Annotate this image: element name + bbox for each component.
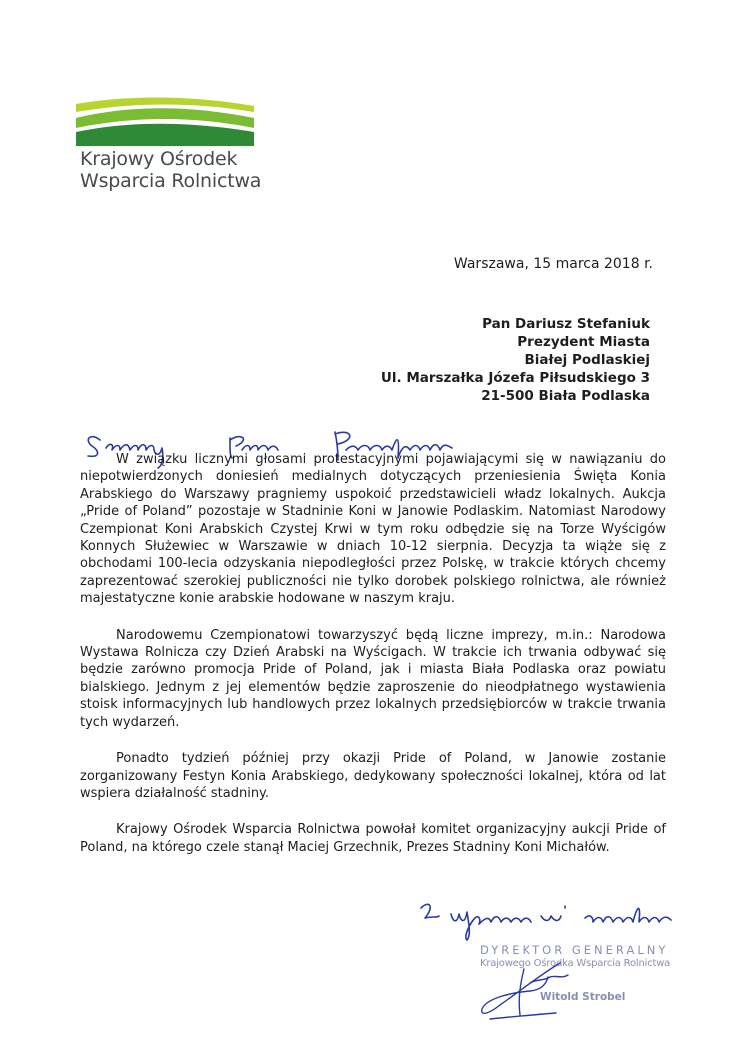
- recipient-name: Pan Dariusz Stefaniuk: [482, 316, 650, 332]
- recipient-street: Ul. Marszałka Józefa Piłsudskiego 3: [380, 370, 650, 386]
- handwritten-closing: [415, 892, 715, 942]
- body-paragraph-3: Ponadto tydzień później przy okazji Pride of Poland, w Janowie zostanie zorganizowany Festyn Konia Arabskiego, dedykowany społeczności lokalnej, która od lat wspiera działalność stadniny.: [80, 751, 666, 801]
- recipient-title: Prezydent Miasta: [517, 334, 650, 350]
- letter-date: Warszawa, 15 marca 2018 r.: [453, 256, 653, 272]
- logo-waves-icon: [74, 96, 264, 148]
- stamp-name: Witold Strobel: [540, 991, 626, 1003]
- recipient-city-title: Białej Podlaskiej: [524, 352, 650, 368]
- stamp-title: DYREKTOR GENERALNY: [480, 943, 669, 957]
- recipient-postcode: 21-500 Biała Podlaska: [481, 388, 650, 404]
- logo-wordmark: [80, 148, 261, 192]
- stamp-subtitle: Krajowego Ośrodka Wsparcia Rolnictwa: [480, 958, 671, 969]
- letter-body: [80, 451, 666, 875]
- body-paragraph-2: Narodowemu Czempionatowi towarzyszyć będą liczne imprezy, m.in.: Narodowa Wystawa Rolnicza czy Dzień Arabski na Wyścigach. W trakcie ich trwania odbywać się będzie zarówno promocja Pride of Poland, jak i miasta Biała Podlaska oraz powiatu bialskiego. Jednym z jej elementów będzie zaproszenie do nieodpłatnego wystawienia stoisk informacyjnych lub handlowych przez lokalnych przedsiębiorców w trakcie trwania tych wydarzeń.: [80, 627, 666, 730]
- body-paragraph-1: W związku licznymi głosami protestacyjnymi pojawiającymi się w nawiązaniu do niepotwierdzonych doniesień medialnych dotyczących przeniesienia Święta Konia Arabskiego do Warszawy pragniemy uspokoić przedstawicieli władz lokalnych. Aukcja „Pride of Poland” pozostaje w Stadninie Koni w Janowie Podlaskim. Natomiast Narodowy Czempionat Koni Arabskich Czystej Krwi w tym roku odbędzie się na Torze Wyścigów Konnych Służewiec w Warszawie w dniach 10-12 sierpnia. Decyzja ta wiąże się z obchodami 100-lecia odzyskania niepodległości przez Polskę, w trakcie których chcemy zaprezentować szerokiej publiczności nie tylko dorobek polskiego rolnictwa, ale również majestatyczne konie arabskie hodowane w naszym kraju.: [80, 452, 666, 607]
- logo-line2: Wsparcia Rolnictwa: [80, 170, 262, 192]
- logo-line1: Krajowy Ośrodek: [80, 148, 238, 170]
- recipient-address: [381, 315, 650, 405]
- director-signature: [460, 955, 580, 1025]
- body-paragraph-4: Krajowy Ośrodek Wsparcia Rolnictwa powołał komitet organizacyjny aukcji Pride of Poland, na którego czele stanął Maciej Grzechnik, Prezes Stadniny Koni Michałów.: [80, 822, 666, 855]
- kowr-logo: [74, 96, 264, 206]
